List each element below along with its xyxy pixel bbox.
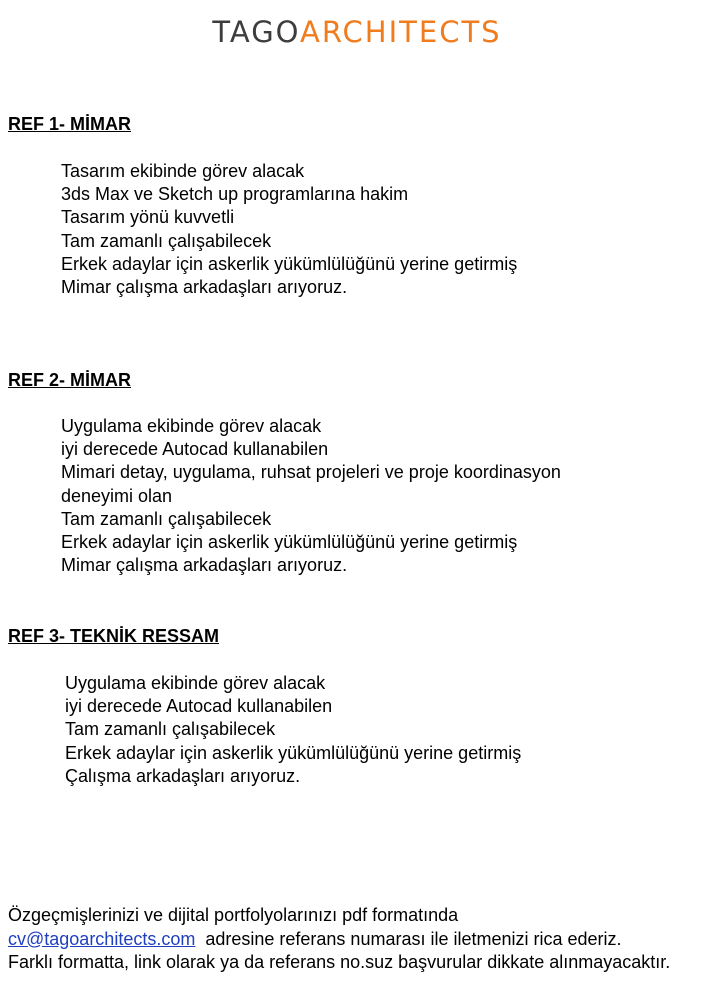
- footer-line-1: Özgeçmişlerinizi ve dijital portfolyolarınızı pdf formatında: [8, 905, 459, 925]
- ref1-requirements-list: [61, 160, 701, 299]
- requirement-item: Mimar çalışma arkadaşları arıyoruz.: [61, 555, 348, 576]
- requirement-item: Tasarım ekibinde görev alacak: [61, 161, 305, 181]
- requirement-item: Uygulama ekibinde görev alacak: [65, 673, 326, 693]
- application-instructions: [8, 904, 708, 975]
- requirement-item: Uygulama ekibinde görev alacak: [61, 416, 322, 436]
- requirement-item: Çalışma arkadaşları arıyoruz.: [65, 765, 301, 786]
- requirement-item: iyi derecede Autocad kullanabilen: [61, 439, 329, 460]
- ref1-title: REF 1- MİMAR: [8, 114, 131, 134]
- email-link[interactable]: cv@tagoarchitects.com: [8, 928, 196, 949]
- requirement-item: Mimar çalışma arkadaşları arıyoruz.: [61, 277, 348, 298]
- ref2-title: REF 2- MİMAR: [8, 370, 131, 390]
- requirement-item: Erkek adaylar için askerlik yükümlülüğünü yerine getirmiş: [61, 253, 518, 274]
- logo-text-architects: ARCHITECTS: [300, 15, 502, 49]
- footer-line-2: [8, 928, 708, 952]
- requirement-item: iyi derecede Autocad kullanabilen: [65, 696, 333, 717]
- ref3-title: REF 3- TEKNİK RESSAM: [8, 626, 220, 646]
- requirement-item: Tam zamanlı çalışabilecek: [61, 230, 272, 251]
- footer-line-3: Farklı formatta, link olarak ya da referans no.suz başvurular dikkate alınmayacaktır.: [8, 952, 671, 972]
- requirement-item: Mimari detay, uygulama, ruhsat projeleri ve proje koordinasyon deneyimi olan: [61, 462, 561, 506]
- company-logo: [0, 16, 714, 48]
- requirement-item: Erkek adaylar için askerlik yükümlülüğünü yerine getirmiş: [61, 532, 518, 553]
- ref2-requirements-list: [61, 415, 633, 577]
- requirement-item: Tasarım yönü kuvvetli: [61, 207, 235, 228]
- requirement-item: Tam zamanlı çalışabilecek: [61, 508, 272, 529]
- requirement-item: 3ds Max ve Sketch up programlarına hakim: [61, 184, 409, 205]
- requirement-item: Erkek adaylar için askerlik yükümlülüğünü yerine getirmiş: [65, 742, 522, 763]
- logo-text-tago: TAGO: [212, 15, 301, 49]
- ref3-requirements-list: [65, 672, 685, 788]
- requirement-item: Tam zamanlı çalışabilecek: [65, 719, 276, 740]
- footer-line-2-text: adresine referans numarası ile iletmenizi rica ederiz.: [195, 928, 622, 949]
